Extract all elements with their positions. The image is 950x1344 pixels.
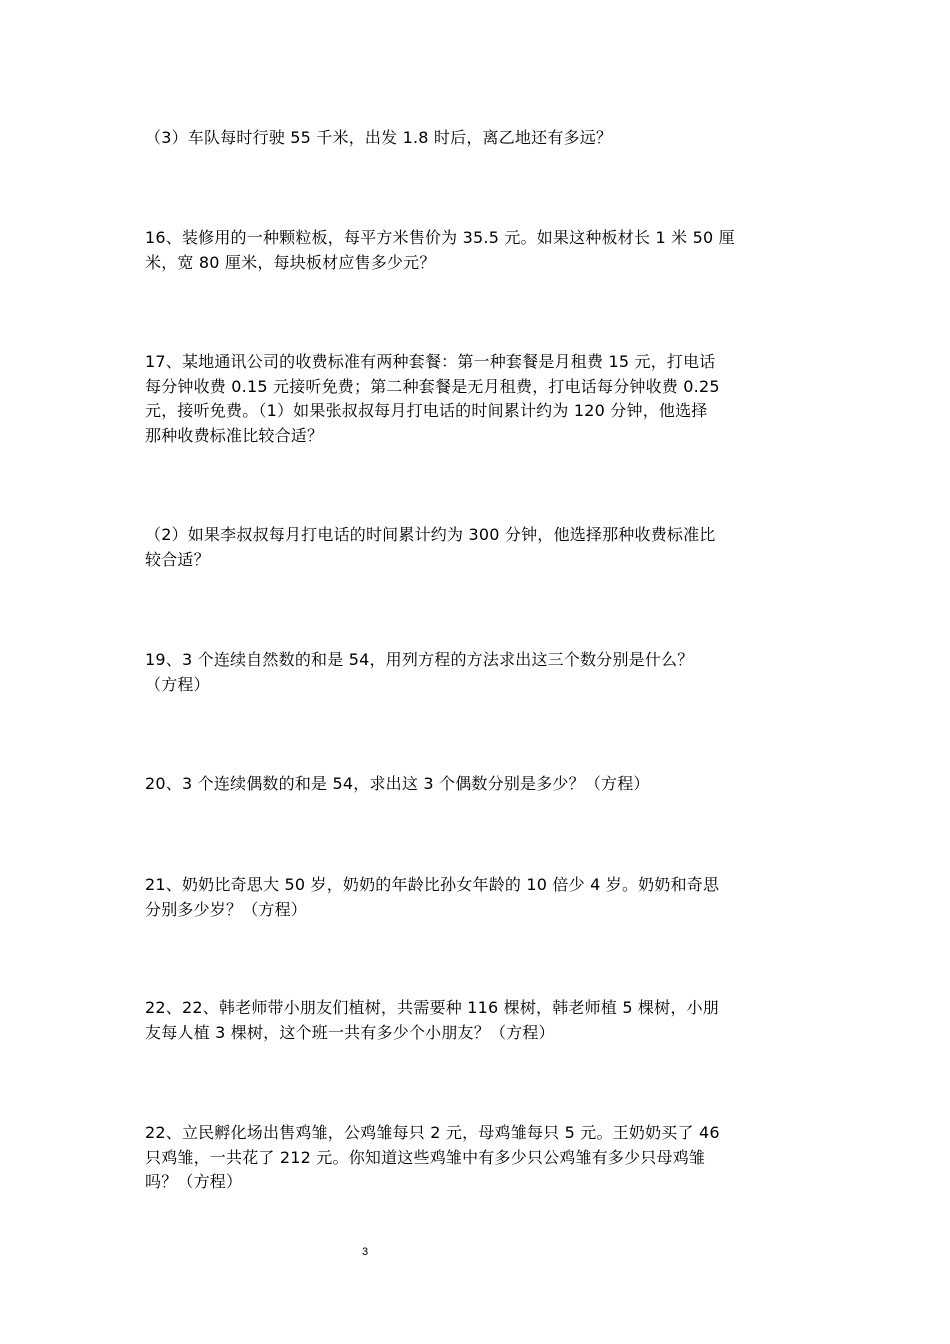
page-number: 3 — [361, 1246, 369, 1258]
text-line: （3）车队每时行驶 55 千米，出发 1.8 时后，离乙地还有多远？ — [145, 128, 613, 147]
question-17-part-2 — [145, 523, 810, 572]
question-20 — [145, 772, 810, 797]
text-line: 米，宽 80 厘米，每块板材应售多少元？ — [145, 252, 436, 272]
text-line: 只鸡雏，一共花了 212 元。你知道这些鸡雏中有多少只公鸡雏有多少只母鸡雏 — [145, 1147, 706, 1167]
question-19 — [145, 648, 810, 697]
text-line: 22、22、韩老师带小朋友们植树，共需要种 116 棵树，韩老师植 5 棵树，小朋 — [145, 998, 719, 1017]
question-21 — [145, 873, 810, 922]
text-line: 22、立民孵化场出售鸡雏，公鸡雏每只 2 元，母鸡雏每只 5 元。王奶奶买了 46 — [145, 1123, 720, 1142]
question-15-part-3 — [145, 126, 810, 151]
question-22-chicks — [145, 1121, 810, 1195]
text-line: 17、某地通讯公司的收费标准有两种套餐：第一种套餐是月租费 15 元，打电话 — [145, 352, 716, 371]
text-line: （2）如果李叔叔每月打电话的时间累计约为 300 分钟，他选择那种收费标准比 — [145, 525, 716, 544]
text-line: 那种收费标准比较合适？ — [145, 425, 324, 445]
text-line: 20、3 个连续偶数的和是 54，求出这 3 个偶数分别是多少？（方程） — [145, 774, 650, 793]
text-line: 元，接听免费。（1）如果张叔叔每月打电话的时间累计约为 120 分钟，他选择 — [145, 401, 708, 420]
text-line: 友每人植 3 棵树，这个班一共有多少个小朋友？（方程） — [145, 1022, 555, 1042]
text-line: 分别多少岁？（方程） — [145, 899, 308, 919]
text-line: 16、装修用的一种颗粒板，每平方米售价为 35.5 元。如果这种板材长 1 米 50 厘 — [145, 228, 735, 247]
question-17-part-1 — [145, 350, 810, 448]
text-line: 21、奶奶比奇思大 50 岁，奶奶的年龄比孙女年龄的 10 倍少 4 岁。奶奶和奇思 — [145, 875, 720, 894]
text-line: 19、3 个连续自然数的和是 54，用列方程的方法求出这三个数分别是什么？ — [145, 650, 694, 669]
text-line: （方程） — [145, 674, 210, 694]
question-22-tree-planting — [145, 996, 810, 1045]
text-line: 吗？（方程） — [145, 1172, 243, 1191]
text-line: 每分钟收费 0.15 元接听免费；第二种套餐是无月租费，打电话每分钟收费 0.25 — [145, 376, 720, 396]
text-line: 较合适？ — [145, 549, 210, 569]
question-16 — [145, 226, 810, 275]
